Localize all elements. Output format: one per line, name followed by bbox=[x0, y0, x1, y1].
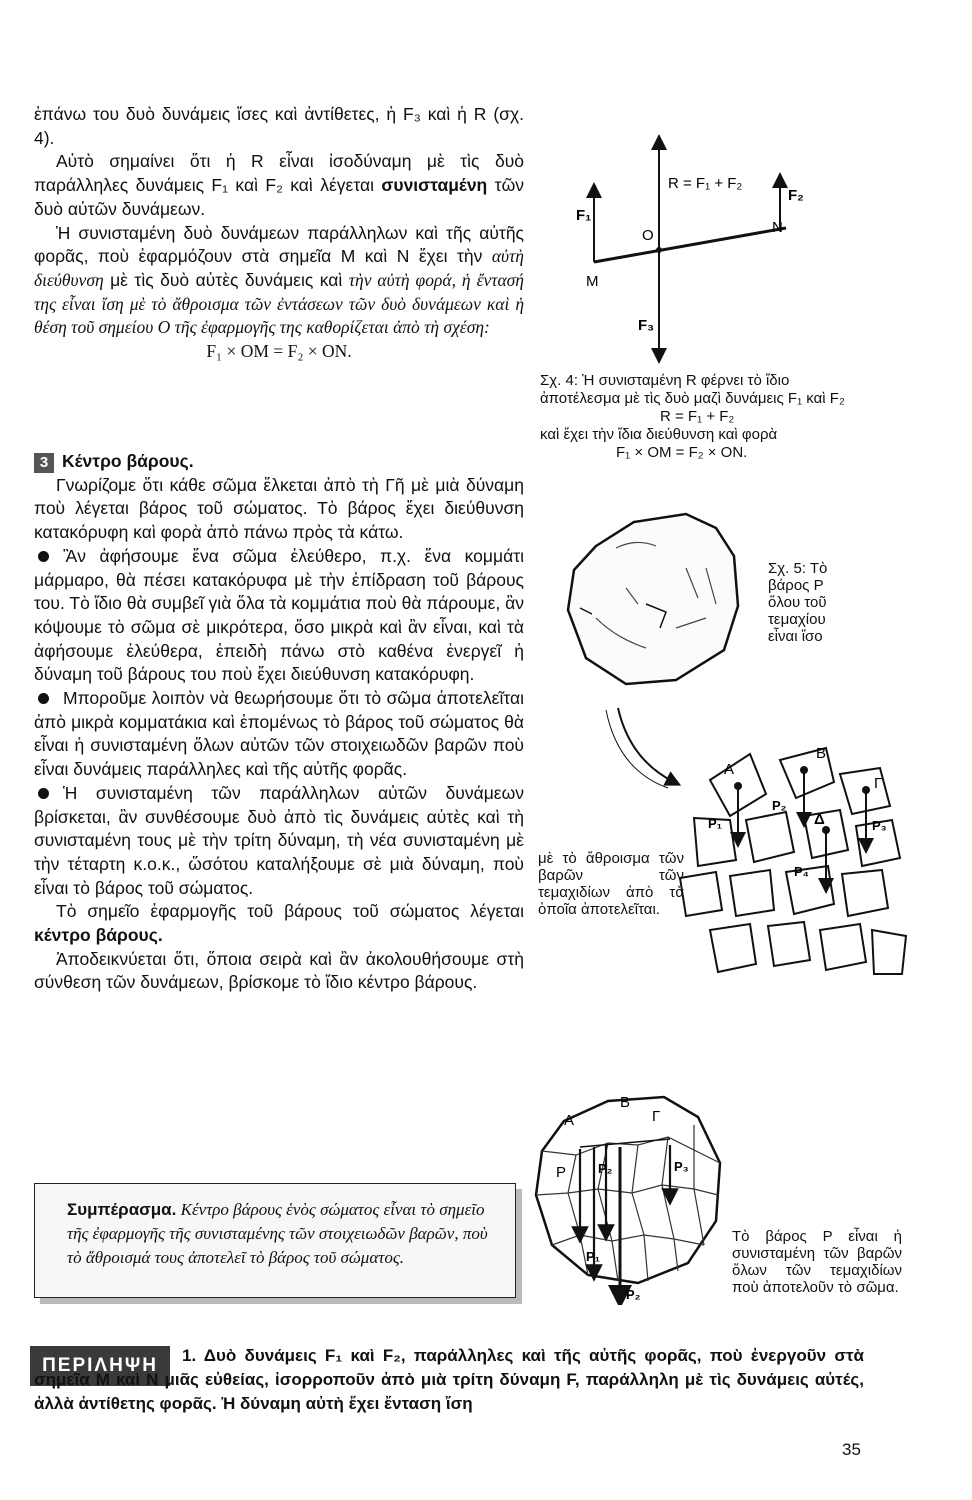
label-P1-combined: P₁ bbox=[586, 1249, 601, 1264]
section-paragraph-1: Γνωρίζομε ὅτι κάθε σῶμα ἕλκεται ἀπὸ τὴ Γῆ μὲ μιὰ δύναμη ποὺ λέγεται βάρος τοῦ σώματος. Τὸ βάρος ἔχει διεύθυνση κατακόρυφη καὶ φορὰ ἀπὸ πάνω πρὸς τὰ κάτω. bbox=[34, 474, 524, 543]
conclusion-label: Συμπέρασμα. bbox=[67, 1200, 177, 1219]
p3-italic1: αὐτὴ διεύθυνση bbox=[34, 246, 524, 290]
label-A: A bbox=[724, 761, 735, 778]
fig4-caption-2: R = F₁ + F₂ bbox=[660, 408, 735, 425]
bullet-paragraph-3 bbox=[34, 782, 524, 901]
figure-5-combined bbox=[528, 1085, 728, 1305]
figure-4-diagram bbox=[560, 128, 820, 368]
piece-P4 bbox=[842, 870, 888, 916]
label-F1: F₁ bbox=[576, 207, 592, 224]
section-p2-before: Τὸ σημεῖο ἐφαρμογῆς τοῦ βάρους τοῦ σώματος λέγεται bbox=[56, 901, 524, 922]
label-P1: P₁ bbox=[708, 816, 723, 831]
piece-11 bbox=[872, 930, 906, 974]
label-O: O bbox=[642, 227, 654, 244]
lever-line bbox=[594, 228, 786, 262]
conclusion-body: Κέντρο βάρους ἑνὸς σώματος εἶναι τὸ σημεῖο τῆς ἐφαρμογῆς τῆς συνισταμένης τῶν στοιχειωδῶν βαρῶν, ποὺ τὸ ἄθροισμά τους ἀποτελεῖ τὸ βάρος τοῦ σώματος. bbox=[67, 1200, 488, 1267]
label-P-combined: P bbox=[556, 1164, 567, 1181]
label-P2: P₂ bbox=[772, 798, 787, 813]
paragraph-2 bbox=[34, 150, 524, 221]
bullet-2-text: Μποροῦμε λοιπὸν νὰ θεωρήσουμε ὅτι τὸ σῶμα ἀποτελεῖται ἀπὸ μικρὰ κομματάκια καὶ ἑπομένως τὸ βάρος τοῦ σώματος θὰ εἶναι ἡ συνισταμένη ὅλων αὐτῶν τῶν στοιχειωδῶν βαρῶν ποὺ εἶναι δυνάμεις παράλληλες καὶ τῆς αὐτῆς φορᾶς. bbox=[34, 688, 524, 780]
label-D: Δ bbox=[814, 811, 825, 828]
bullet-icon bbox=[38, 551, 49, 562]
label-F2: F₂ bbox=[788, 187, 804, 204]
paragraph-1: ἐπάνω του δυὸ δυνάμεις ἴσες καὶ ἀντίθετες, ἡ F₃ καὶ ἡ R (σχ. 4). bbox=[34, 104, 524, 148]
bullet-icon bbox=[38, 693, 49, 704]
bullet-paragraph-2 bbox=[34, 687, 524, 782]
label-A-combined: A bbox=[564, 1112, 575, 1129]
section-center-of-gravity bbox=[34, 450, 524, 995]
section-heading bbox=[34, 450, 524, 474]
bullet-3-text: Ἡ συνισταμένη τῶν παράλληλων αὐτῶν δυνάμεων βρίσκεται, ἂν συνθέσουμε δυὸ ἀπὸ τὶς δυνάμεις αὐτὲς καὶ τὴ συνισταμένη τους μὲ τὴν τρίτη δύναμη, τὴ νέα συνισταμένη μὲ τὴν τέταρτη κ.ο.κ., ὥσότου καταλήξουμε σὲ μιὰ δύναμη, ποὺ εἶναι τὸ βάρος τοῦ σώματος. bbox=[34, 782, 524, 898]
piece-10 bbox=[820, 924, 866, 970]
figure-5-caption-bottom: Τὸ βάρος Ρ εἶναι ἡ συνισταμένη τῶν βαρῶν ὅλων τῶν τεμαχιδίων ποὺ ἀποτελοῦν τὸ σῶμα. bbox=[732, 1228, 902, 1296]
stone-illustration bbox=[556, 508, 756, 693]
conclusion-box bbox=[34, 1183, 516, 1298]
stone-outline bbox=[568, 514, 738, 684]
curved-arrow bbox=[618, 708, 674, 782]
term-resultant: συνισταμένη bbox=[381, 175, 488, 196]
label-P3: P₃ bbox=[872, 818, 887, 833]
label-B: B bbox=[816, 745, 827, 762]
section-paragraph-3: Ἀποδεικνύεται ὅτι, ὅποια σειρὰ καὶ ἂν ἀκολουθήσουμε στὴ σύνθεση τῶν δυνάμεων, βρίσκομε τὸ ἴδιο κέντρο βάρους. bbox=[34, 948, 524, 993]
figure-5-caption-top: Σχ. 5: Τὸ βάρος Ρ ὅλου τοῦ τεμαχίου εἶναι ἴσο bbox=[768, 560, 828, 645]
fig4-caption-3: καὶ ἔχει τὴν ἴδια διεύθυνση καὶ φορὰ bbox=[540, 426, 778, 443]
point-B bbox=[801, 767, 807, 773]
p3-part2: μὲ τὶς δυὸ αὐτὲς δυνάμεις καὶ bbox=[103, 269, 349, 290]
label-P-total: P₂ bbox=[626, 1287, 641, 1302]
bullet-icon bbox=[38, 788, 49, 799]
term-center-of-gravity: κέντρο βάρους. bbox=[34, 925, 163, 946]
bullet-1-text: Ἂν ἀφήσουμε ἕνα σῶμα ἐλεύθερο, π.χ. ἕνα κομμάτι μάρμαρο, θὰ πέσει κατακόρυφα μὲ τὴν ἐπίδραση τοῦ βάρους του. Τὸ ἴδιο θὰ συμβεῖ γιὰ ὅλα τὰ κομμάτια ποὺ θὰ πάρουμε, ἂν κόψουμε τὸ σῶμα σὲ μικρότερα, ὅσο μικρὰ καὶ ἂν εἶναι, καὶ τὰ ἀφήσουμε ἐλεύθερα, ἐπειδὴ πάνω στὸ καθένα ἐνεργεῖ ἡ δύναμη τοῦ βάρους του ποὺ ἔχει διεύθυνση κατακόρυφη. bbox=[34, 545, 524, 685]
piece-P2 bbox=[746, 812, 794, 862]
p2-before: Αὐτὸ σημαίνει ὅτι ἡ R εἶναι ἰσοδύναμη μὲ τὶς δυὸ παράλληλες δυνάμεις F₁ καὶ F₂ καὶ λέγεται bbox=[34, 151, 524, 196]
section-paragraph-2 bbox=[34, 900, 524, 947]
section-title: Κέντρο βάρους. bbox=[62, 451, 194, 471]
bullet-paragraph-1 bbox=[34, 545, 524, 687]
fig4-caption-1: Σχ. 4: Ἡ συνισταμένη R φέρνει τὸ ἴδιο ἀποτέλεσμα μὲ τὶς δυὸ μαζὶ δυνάμεις F₁ καὶ F₂ bbox=[540, 372, 845, 407]
piece-9 bbox=[768, 922, 810, 966]
label-P2-combined: P₂ bbox=[598, 1161, 613, 1176]
label-P4: P₄ bbox=[794, 864, 809, 879]
section-number: 3 bbox=[34, 453, 54, 473]
figure-5-caption-middle: μὲ τὸ ἄθροισμα τῶν βαρῶν τῶν τεμαχιδίων ἀπὸ τὰ ὁποῖα ἀποτελεῖται. bbox=[538, 850, 684, 918]
page-number: 35 bbox=[842, 1440, 861, 1459]
label-G: Γ bbox=[874, 775, 883, 792]
p2-after: τῶν δυὸ αὐτῶν δυνάμεων. bbox=[34, 175, 524, 219]
intro-text bbox=[34, 103, 524, 364]
piece-8 bbox=[710, 924, 756, 972]
point-A bbox=[735, 783, 741, 789]
label-P3-combined: P₃ bbox=[674, 1159, 689, 1174]
fig4-caption-4: F₁ × ΟΜ = F₂ × ΟΝ. bbox=[616, 444, 748, 461]
label-M: M bbox=[586, 273, 599, 290]
label-B-combined: B bbox=[620, 1094, 631, 1111]
summary-text: 1. Δυὸ δυνάμεις F₁ καὶ F₂, παράλληλες καὶ τῆς αὐτῆς φορᾶς, ποὺ ἐνεργοῦν στὰ σημεῖα Μ καὶ Ν μιᾶς εὐθείας, ἰσορροποῦν ἀπὸ μιὰ τρίτη δύναμη F, παράλληλη μὲ τὶς δυνάμεις αὐτές, ἀλλὰ ἀντίθετης φορᾶς. Ἡ δύναμη αὐτὴ ἔχει ἔνταση ἴση bbox=[34, 1346, 864, 1413]
point-G bbox=[863, 787, 869, 793]
curved-arrow-inner bbox=[606, 710, 668, 788]
piece-5 bbox=[730, 870, 774, 916]
p3-part1: Ἡ συνισταμένη δυὸ δυνάμεων παράλληλων καὶ τῆς αὐτῆς φορᾶς, ποὺ ἐφαρμόζουν στὰ σημεῖα Μ καὶ Ν ἔχει τὴν bbox=[34, 222, 524, 267]
label-F3: F₃ bbox=[638, 317, 655, 334]
label-G-combined: Γ bbox=[652, 1108, 661, 1125]
p3-italic2: τὴν αὐτὴ φορά, ἡ ἔντασή της εἶναι ἴση μὲ τὸ ἄθροισμα τῶν ἐντάσεων τῶν δυὸ δυνάμεων καὶ ἡ θέση τοῦ σημείου Ο τῆς ἐφαρμογῆς της καθορίζεται ἀπὸ τὴ σχέση: bbox=[34, 269, 524, 338]
rock-pieces bbox=[680, 748, 906, 974]
summary-badge: ΠΕΡΙΛΗΨΗ bbox=[30, 1346, 170, 1386]
conclusion-text bbox=[35, 1184, 515, 1270]
label-N: N bbox=[772, 219, 783, 236]
label-R: R = F₁ + F₂ bbox=[668, 175, 743, 192]
formula: F₁ × ΟΜ = F₂ × ΟΝ. bbox=[206, 341, 352, 362]
point-O bbox=[656, 247, 662, 253]
piece-4 bbox=[680, 872, 722, 916]
paragraph-3 bbox=[34, 222, 524, 341]
figure-4-caption bbox=[540, 372, 860, 462]
